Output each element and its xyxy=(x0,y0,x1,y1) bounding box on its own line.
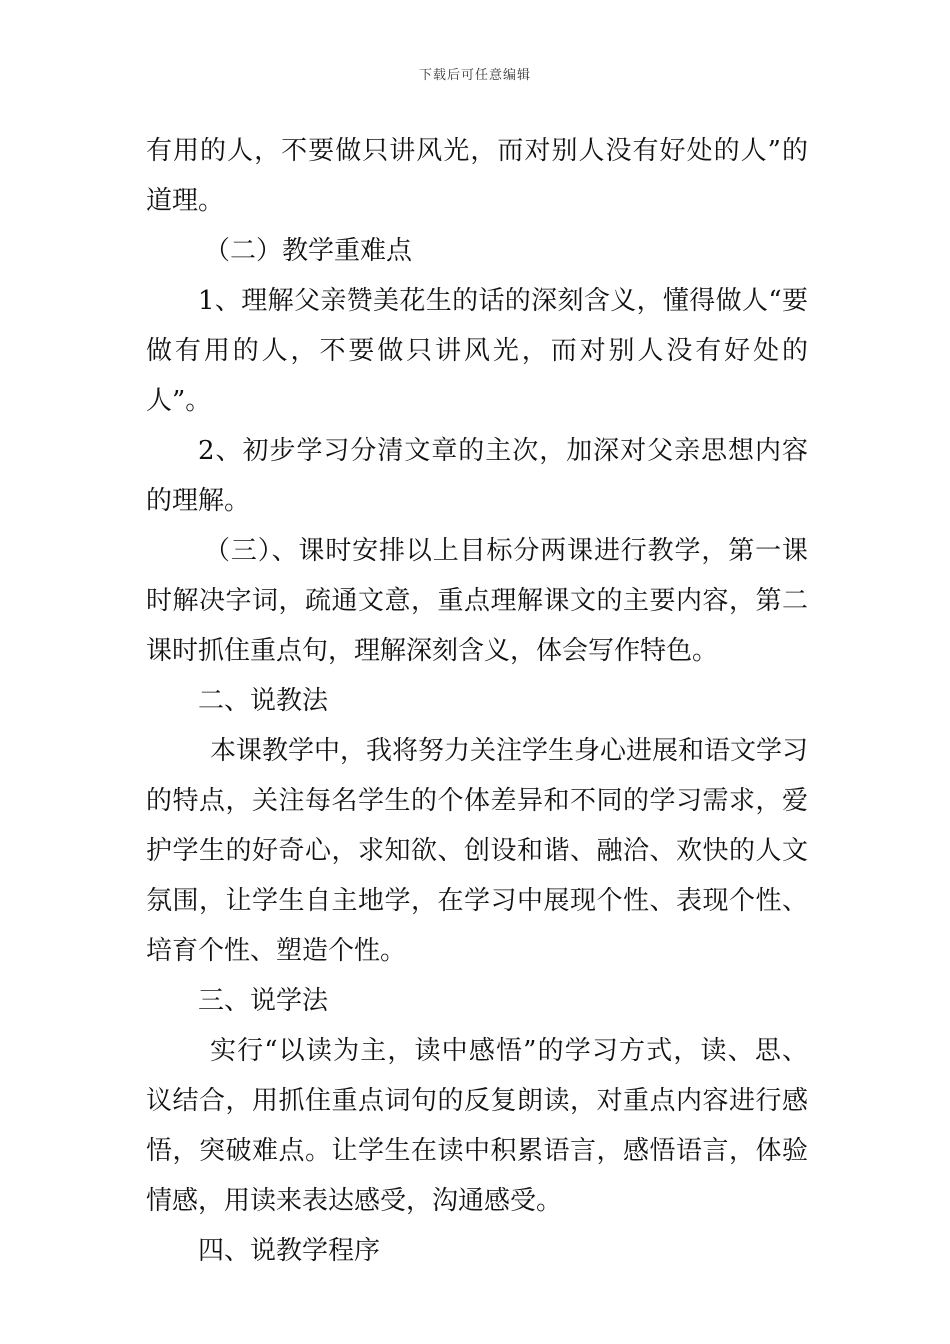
paragraph-point-1: 1、理解父亲赞美花生的话的深刻含义，懂得做人“要做有用的人，不要做只讲风光，而对别人没有好处的人”。 xyxy=(146,286,808,416)
paragraph-learning-method: 实行“以读为主，读中感悟”的学习方式，读、思、议结合，用抓住重点词句的反复朗读，对重点内容进行感悟，突破难点。让学生在读中积累语言，感悟语言，体验情感，用读来表达感受，沟通感受。 xyxy=(146,1036,808,1216)
section-heading-teaching-method: 二、说教法 xyxy=(198,686,329,716)
document-body xyxy=(146,126,808,1276)
paragraph-schedule: （三）、课时安排以上目标分两课进行教学，第一课时解决字词，疏通文意，重点理解课文的主要内容，第二课时抓住重点句，理解深刻含义，体会写作特色。 xyxy=(146,536,808,666)
section-heading-learning-method: 三、说学法 xyxy=(198,986,329,1016)
paragraph-point-2: 2、初步学习分清文章的主次，加深对父亲思想内容的理解。 xyxy=(146,436,808,516)
section-heading-teaching-procedure: 四、说教学程序 xyxy=(198,1236,381,1266)
page-header: 下载后可任意编辑 xyxy=(418,68,531,83)
section-heading-key-points: （二）教学重难点 xyxy=(204,236,413,266)
paragraph-continuation: 有用的人，不要做只讲风光，而对别人没有好处的人”的道理。 xyxy=(146,136,808,216)
paragraph-teaching-method: 本课教学中，我将努力关注学生身心进展和语文学习的特点，关注每名学生的个体差异和不同的学习需求，爱护学生的好奇心，求知欲、创设和谐、融洽、欢快的人文氛围，让学生自主地学，在学习中展现个性、表现个性、培育个性、塑造个性。 xyxy=(146,736,809,966)
